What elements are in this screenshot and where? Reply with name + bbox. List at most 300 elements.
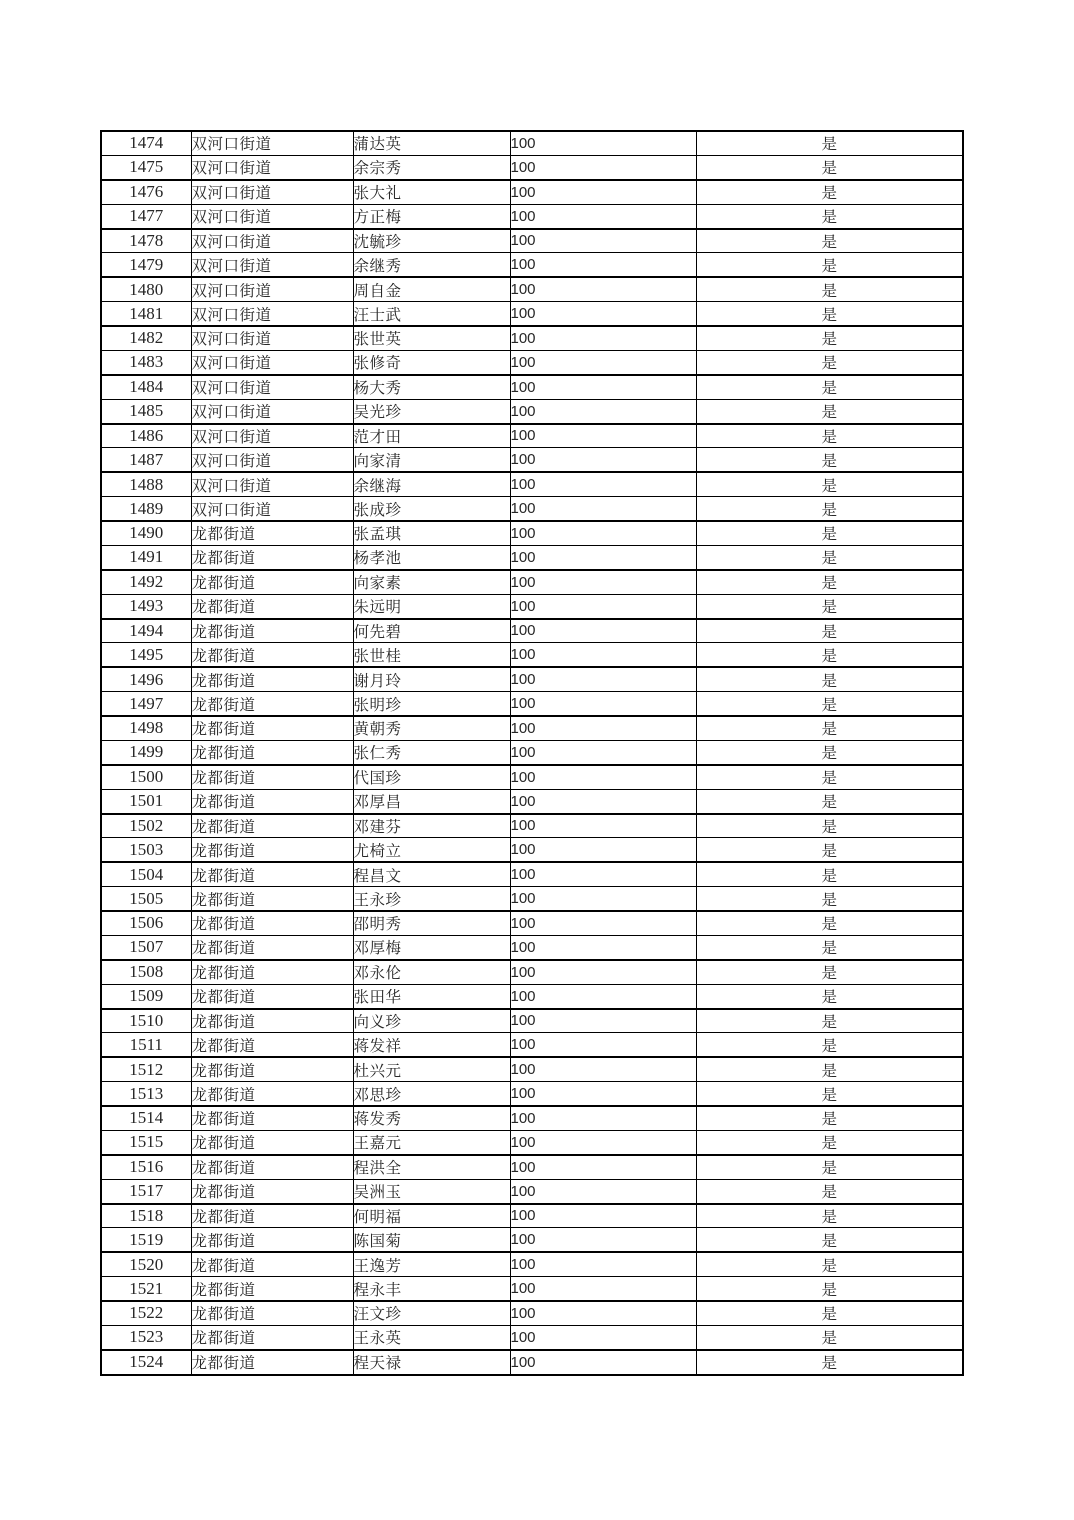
cell-score: 100 xyxy=(510,1204,696,1228)
cell-row-number: 1475 xyxy=(101,155,191,179)
cell-street-name: 双河口街道 xyxy=(191,448,353,472)
cell-street-name: 龙都街道 xyxy=(191,1009,353,1033)
cell-score: 100 xyxy=(510,399,696,423)
table-row xyxy=(101,204,963,228)
cell-person-name: 向家素 xyxy=(353,570,510,594)
cell-yes-flag: 是 xyxy=(696,155,963,179)
cell-yes-flag: 是 xyxy=(696,740,963,764)
cell-person-name: 王永英 xyxy=(353,1325,510,1349)
table-row xyxy=(101,960,963,984)
table-row xyxy=(101,302,963,326)
cell-person-name: 张明珍 xyxy=(353,692,510,716)
table-row xyxy=(101,1228,963,1252)
table-row xyxy=(101,1106,963,1130)
cell-score: 100 xyxy=(510,180,696,204)
cell-row-number: 1494 xyxy=(101,619,191,643)
cell-yes-flag: 是 xyxy=(696,789,963,813)
cell-score: 100 xyxy=(510,619,696,643)
cell-yes-flag: 是 xyxy=(696,1204,963,1228)
cell-score: 100 xyxy=(510,1325,696,1349)
cell-score: 100 xyxy=(510,643,696,667)
cell-row-number: 1503 xyxy=(101,838,191,862)
table-row xyxy=(101,1252,963,1276)
table-row xyxy=(101,1325,963,1349)
table-row xyxy=(101,277,963,301)
cell-score: 100 xyxy=(510,935,696,959)
cell-row-number: 1484 xyxy=(101,375,191,399)
table-row xyxy=(101,472,963,496)
cell-row-number: 1500 xyxy=(101,765,191,789)
cell-score: 100 xyxy=(510,350,696,374)
cell-yes-flag: 是 xyxy=(696,1130,963,1154)
cell-person-name: 邓永伦 xyxy=(353,960,510,984)
cell-score: 100 xyxy=(510,789,696,813)
cell-person-name: 余宗秀 xyxy=(353,155,510,179)
cell-person-name: 邓思珍 xyxy=(353,1082,510,1106)
cell-score: 100 xyxy=(510,1179,696,1203)
cell-person-name: 张世桂 xyxy=(353,643,510,667)
cell-street-name: 龙都街道 xyxy=(191,667,353,691)
cell-street-name: 龙都街道 xyxy=(191,814,353,838)
cell-score: 100 xyxy=(510,521,696,545)
table-row xyxy=(101,375,963,399)
cell-street-name: 双河口街道 xyxy=(191,131,353,155)
table-row xyxy=(101,911,963,935)
table-row xyxy=(101,887,963,911)
cell-score: 100 xyxy=(510,472,696,496)
cell-person-name: 黄朝秀 xyxy=(353,716,510,740)
cell-row-number: 1520 xyxy=(101,1252,191,1276)
cell-score: 100 xyxy=(510,326,696,350)
cell-person-name: 周自金 xyxy=(353,277,510,301)
cell-yes-flag: 是 xyxy=(696,570,963,594)
cell-yes-flag: 是 xyxy=(696,424,963,448)
cell-score: 100 xyxy=(510,424,696,448)
cell-score: 100 xyxy=(510,155,696,179)
cell-person-name: 张世英 xyxy=(353,326,510,350)
cell-street-name: 双河口街道 xyxy=(191,204,353,228)
cell-street-name: 龙都街道 xyxy=(191,1325,353,1349)
cell-person-name: 张田华 xyxy=(353,984,510,1008)
table-row xyxy=(101,521,963,545)
cell-yes-flag: 是 xyxy=(696,1033,963,1057)
table-row xyxy=(101,984,963,1008)
cell-street-name: 龙都街道 xyxy=(191,765,353,789)
table-row xyxy=(101,1204,963,1228)
cell-score: 100 xyxy=(510,1009,696,1033)
table-row xyxy=(101,862,963,886)
cell-score: 100 xyxy=(510,229,696,253)
cell-row-number: 1478 xyxy=(101,229,191,253)
cell-yes-flag: 是 xyxy=(696,1350,963,1375)
cell-row-number: 1516 xyxy=(101,1155,191,1179)
table-row xyxy=(101,740,963,764)
cell-score: 100 xyxy=(510,1057,696,1081)
cell-score: 100 xyxy=(510,277,696,301)
table-row xyxy=(101,545,963,569)
cell-street-name: 双河口街道 xyxy=(191,302,353,326)
cell-person-name: 何先碧 xyxy=(353,619,510,643)
cell-row-number: 1522 xyxy=(101,1301,191,1325)
cell-person-name: 沈毓珍 xyxy=(353,229,510,253)
cell-yes-flag: 是 xyxy=(696,838,963,862)
cell-street-name: 双河口街道 xyxy=(191,497,353,521)
table-row xyxy=(101,1277,963,1301)
cell-yes-flag: 是 xyxy=(696,545,963,569)
cell-person-name: 邵明秀 xyxy=(353,911,510,935)
cell-score: 100 xyxy=(510,594,696,618)
cell-street-name: 龙都街道 xyxy=(191,789,353,813)
cell-street-name: 双河口街道 xyxy=(191,375,353,399)
cell-yes-flag: 是 xyxy=(696,1252,963,1276)
cell-person-name: 张大礼 xyxy=(353,180,510,204)
cell-person-name: 王永珍 xyxy=(353,887,510,911)
cell-person-name: 范才田 xyxy=(353,424,510,448)
cell-street-name: 双河口街道 xyxy=(191,155,353,179)
table-row xyxy=(101,424,963,448)
cell-person-name: 方正梅 xyxy=(353,204,510,228)
cell-score: 100 xyxy=(510,375,696,399)
cell-person-name: 谢月玲 xyxy=(353,667,510,691)
cell-yes-flag: 是 xyxy=(696,326,963,350)
cell-row-number: 1495 xyxy=(101,643,191,667)
cell-row-number: 1519 xyxy=(101,1228,191,1252)
cell-person-name: 邓建芬 xyxy=(353,814,510,838)
cell-row-number: 1486 xyxy=(101,424,191,448)
roster-table xyxy=(100,130,964,1376)
cell-row-number: 1521 xyxy=(101,1277,191,1301)
table-row xyxy=(101,789,963,813)
table-row xyxy=(101,1009,963,1033)
cell-street-name: 双河口街道 xyxy=(191,326,353,350)
cell-row-number: 1483 xyxy=(101,350,191,374)
cell-yes-flag: 是 xyxy=(696,1155,963,1179)
cell-street-name: 双河口街道 xyxy=(191,424,353,448)
cell-row-number: 1523 xyxy=(101,1325,191,1349)
table-row xyxy=(101,716,963,740)
cell-street-name: 龙都街道 xyxy=(191,960,353,984)
cell-row-number: 1512 xyxy=(101,1057,191,1081)
cell-score: 100 xyxy=(510,667,696,691)
cell-score: 100 xyxy=(510,692,696,716)
cell-score: 100 xyxy=(510,960,696,984)
cell-yes-flag: 是 xyxy=(696,643,963,667)
cell-score: 100 xyxy=(510,984,696,1008)
cell-row-number: 1505 xyxy=(101,887,191,911)
cell-score: 100 xyxy=(510,1277,696,1301)
cell-person-name: 王逸芳 xyxy=(353,1252,510,1276)
cell-yes-flag: 是 xyxy=(696,277,963,301)
cell-street-name: 龙都街道 xyxy=(191,570,353,594)
cell-row-number: 1509 xyxy=(101,984,191,1008)
cell-score: 100 xyxy=(510,1228,696,1252)
cell-street-name: 龙都街道 xyxy=(191,1301,353,1325)
cell-yes-flag: 是 xyxy=(696,1009,963,1033)
cell-yes-flag: 是 xyxy=(696,131,963,155)
cell-person-name: 汪文珍 xyxy=(353,1301,510,1325)
cell-yes-flag: 是 xyxy=(696,594,963,618)
cell-person-name: 张仁秀 xyxy=(353,740,510,764)
cell-yes-flag: 是 xyxy=(696,204,963,228)
cell-person-name: 代国珍 xyxy=(353,765,510,789)
cell-score: 100 xyxy=(510,838,696,862)
cell-street-name: 龙都街道 xyxy=(191,1130,353,1154)
table-row xyxy=(101,180,963,204)
cell-yes-flag: 是 xyxy=(696,399,963,423)
table-row xyxy=(101,594,963,618)
table-row xyxy=(101,1350,963,1375)
cell-person-name: 余继秀 xyxy=(353,253,510,277)
cell-street-name: 双河口街道 xyxy=(191,277,353,301)
cell-row-number: 1492 xyxy=(101,570,191,594)
cell-score: 100 xyxy=(510,1155,696,1179)
cell-street-name: 双河口街道 xyxy=(191,472,353,496)
cell-person-name: 汪士武 xyxy=(353,302,510,326)
cell-row-number: 1506 xyxy=(101,911,191,935)
cell-score: 100 xyxy=(510,1350,696,1375)
cell-score: 100 xyxy=(510,302,696,326)
cell-score: 100 xyxy=(510,1033,696,1057)
table-row xyxy=(101,1057,963,1081)
cell-yes-flag: 是 xyxy=(696,935,963,959)
cell-street-name: 双河口街道 xyxy=(191,180,353,204)
cell-yes-flag: 是 xyxy=(696,1057,963,1081)
cell-row-number: 1513 xyxy=(101,1082,191,1106)
cell-score: 100 xyxy=(510,570,696,594)
cell-yes-flag: 是 xyxy=(696,448,963,472)
cell-score: 100 xyxy=(510,716,696,740)
cell-row-number: 1490 xyxy=(101,521,191,545)
cell-person-name: 吴洲玉 xyxy=(353,1179,510,1203)
cell-score: 100 xyxy=(510,204,696,228)
table-row xyxy=(101,643,963,667)
cell-score: 100 xyxy=(510,1252,696,1276)
cell-street-name: 龙都街道 xyxy=(191,1057,353,1081)
cell-street-name: 龙都街道 xyxy=(191,862,353,886)
cell-street-name: 龙都街道 xyxy=(191,1350,353,1375)
table-row xyxy=(101,497,963,521)
cell-yes-flag: 是 xyxy=(696,1277,963,1301)
cell-row-number: 1499 xyxy=(101,740,191,764)
cell-row-number: 1507 xyxy=(101,935,191,959)
table-row xyxy=(101,1301,963,1325)
cell-person-name: 邓厚昌 xyxy=(353,789,510,813)
table-row xyxy=(101,838,963,862)
table-row xyxy=(101,570,963,594)
cell-row-number: 1482 xyxy=(101,326,191,350)
cell-row-number: 1491 xyxy=(101,545,191,569)
cell-yes-flag: 是 xyxy=(696,814,963,838)
cell-row-number: 1504 xyxy=(101,862,191,886)
cell-yes-flag: 是 xyxy=(696,1106,963,1130)
cell-score: 100 xyxy=(510,1301,696,1325)
cell-score: 100 xyxy=(510,1082,696,1106)
cell-yes-flag: 是 xyxy=(696,887,963,911)
cell-street-name: 龙都街道 xyxy=(191,716,353,740)
cell-street-name: 龙都街道 xyxy=(191,1277,353,1301)
cell-street-name: 龙都街道 xyxy=(191,1204,353,1228)
cell-person-name: 程永丰 xyxy=(353,1277,510,1301)
cell-yes-flag: 是 xyxy=(696,765,963,789)
table-row xyxy=(101,692,963,716)
cell-street-name: 龙都街道 xyxy=(191,838,353,862)
table-row xyxy=(101,619,963,643)
cell-person-name: 何明福 xyxy=(353,1204,510,1228)
cell-yes-flag: 是 xyxy=(696,1228,963,1252)
table-row xyxy=(101,1082,963,1106)
cell-row-number: 1497 xyxy=(101,692,191,716)
cell-street-name: 龙都街道 xyxy=(191,1033,353,1057)
cell-person-name: 邓厚梅 xyxy=(353,935,510,959)
cell-row-number: 1474 xyxy=(101,131,191,155)
cell-yes-flag: 是 xyxy=(696,521,963,545)
cell-score: 100 xyxy=(510,862,696,886)
cell-row-number: 1489 xyxy=(101,497,191,521)
cell-score: 100 xyxy=(510,1106,696,1130)
cell-row-number: 1514 xyxy=(101,1106,191,1130)
table-body xyxy=(101,131,963,1375)
cell-yes-flag: 是 xyxy=(696,1301,963,1325)
cell-yes-flag: 是 xyxy=(696,1325,963,1349)
cell-street-name: 龙都街道 xyxy=(191,521,353,545)
cell-row-number: 1501 xyxy=(101,789,191,813)
cell-yes-flag: 是 xyxy=(696,960,963,984)
cell-street-name: 龙都街道 xyxy=(191,643,353,667)
cell-person-name: 陈国菊 xyxy=(353,1228,510,1252)
cell-row-number: 1498 xyxy=(101,716,191,740)
cell-row-number: 1477 xyxy=(101,204,191,228)
cell-street-name: 龙都街道 xyxy=(191,911,353,935)
cell-row-number: 1488 xyxy=(101,472,191,496)
cell-street-name: 龙都街道 xyxy=(191,1228,353,1252)
cell-street-name: 龙都街道 xyxy=(191,1179,353,1203)
cell-street-name: 龙都街道 xyxy=(191,692,353,716)
cell-street-name: 龙都街道 xyxy=(191,935,353,959)
cell-street-name: 龙都街道 xyxy=(191,1082,353,1106)
cell-person-name: 杨大秀 xyxy=(353,375,510,399)
cell-street-name: 龙都街道 xyxy=(191,619,353,643)
table-row xyxy=(101,155,963,179)
cell-person-name: 蒋发祥 xyxy=(353,1033,510,1057)
table-row xyxy=(101,448,963,472)
cell-row-number: 1524 xyxy=(101,1350,191,1375)
table-row xyxy=(101,229,963,253)
cell-street-name: 龙都街道 xyxy=(191,1106,353,1130)
cell-yes-flag: 是 xyxy=(696,911,963,935)
cell-row-number: 1517 xyxy=(101,1179,191,1203)
cell-street-name: 龙都街道 xyxy=(191,1252,353,1276)
cell-row-number: 1476 xyxy=(101,180,191,204)
cell-score: 100 xyxy=(510,911,696,935)
cell-person-name: 朱远明 xyxy=(353,594,510,618)
cell-yes-flag: 是 xyxy=(696,229,963,253)
table-row xyxy=(101,399,963,423)
table-row xyxy=(101,667,963,691)
cell-person-name: 尤椅立 xyxy=(353,838,510,862)
cell-street-name: 双河口街道 xyxy=(191,350,353,374)
cell-person-name: 向家清 xyxy=(353,448,510,472)
cell-person-name: 王嘉元 xyxy=(353,1130,510,1154)
cell-street-name: 龙都街道 xyxy=(191,740,353,764)
cell-score: 100 xyxy=(510,765,696,789)
cell-yes-flag: 是 xyxy=(696,619,963,643)
cell-yes-flag: 是 xyxy=(696,497,963,521)
cell-row-number: 1496 xyxy=(101,667,191,691)
cell-score: 100 xyxy=(510,814,696,838)
table-row xyxy=(101,1033,963,1057)
cell-score: 100 xyxy=(510,448,696,472)
table-row xyxy=(101,350,963,374)
cell-row-number: 1508 xyxy=(101,960,191,984)
cell-person-name: 程洪全 xyxy=(353,1155,510,1179)
cell-score: 100 xyxy=(510,545,696,569)
cell-person-name: 张孟琪 xyxy=(353,521,510,545)
cell-yes-flag: 是 xyxy=(696,350,963,374)
cell-score: 100 xyxy=(510,887,696,911)
cell-street-name: 龙都街道 xyxy=(191,887,353,911)
table-row xyxy=(101,1155,963,1179)
cell-row-number: 1485 xyxy=(101,399,191,423)
cell-person-name: 蒲达英 xyxy=(353,131,510,155)
cell-street-name: 龙都街道 xyxy=(191,1155,353,1179)
table-row xyxy=(101,935,963,959)
table-row xyxy=(101,1179,963,1203)
cell-score: 100 xyxy=(510,253,696,277)
cell-yes-flag: 是 xyxy=(696,667,963,691)
cell-row-number: 1510 xyxy=(101,1009,191,1033)
cell-person-name: 张成珍 xyxy=(353,497,510,521)
cell-yes-flag: 是 xyxy=(696,472,963,496)
cell-yes-flag: 是 xyxy=(696,984,963,1008)
cell-person-name: 杜兴元 xyxy=(353,1057,510,1081)
cell-yes-flag: 是 xyxy=(696,716,963,740)
cell-street-name: 龙都街道 xyxy=(191,545,353,569)
cell-person-name: 向义珍 xyxy=(353,1009,510,1033)
table-row xyxy=(101,814,963,838)
cell-score: 100 xyxy=(510,740,696,764)
cell-row-number: 1511 xyxy=(101,1033,191,1057)
cell-person-name: 张修奇 xyxy=(353,350,510,374)
cell-row-number: 1481 xyxy=(101,302,191,326)
cell-person-name: 杨孝池 xyxy=(353,545,510,569)
table-row xyxy=(101,131,963,155)
cell-yes-flag: 是 xyxy=(696,180,963,204)
cell-street-name: 龙都街道 xyxy=(191,984,353,1008)
table-row xyxy=(101,1130,963,1154)
cell-score: 100 xyxy=(510,131,696,155)
cell-score: 100 xyxy=(510,1130,696,1154)
cell-row-number: 1502 xyxy=(101,814,191,838)
cell-row-number: 1479 xyxy=(101,253,191,277)
cell-street-name: 双河口街道 xyxy=(191,399,353,423)
table-row xyxy=(101,326,963,350)
table-row xyxy=(101,765,963,789)
cell-row-number: 1518 xyxy=(101,1204,191,1228)
cell-person-name: 吴光珍 xyxy=(353,399,510,423)
cell-yes-flag: 是 xyxy=(696,692,963,716)
cell-yes-flag: 是 xyxy=(696,1082,963,1106)
cell-person-name: 蒋发秀 xyxy=(353,1106,510,1130)
cell-yes-flag: 是 xyxy=(696,253,963,277)
cell-score: 100 xyxy=(510,497,696,521)
cell-street-name: 龙都街道 xyxy=(191,594,353,618)
cell-row-number: 1493 xyxy=(101,594,191,618)
cell-person-name: 余继海 xyxy=(353,472,510,496)
cell-yes-flag: 是 xyxy=(696,862,963,886)
cell-row-number: 1487 xyxy=(101,448,191,472)
table-row xyxy=(101,253,963,277)
cell-yes-flag: 是 xyxy=(696,302,963,326)
